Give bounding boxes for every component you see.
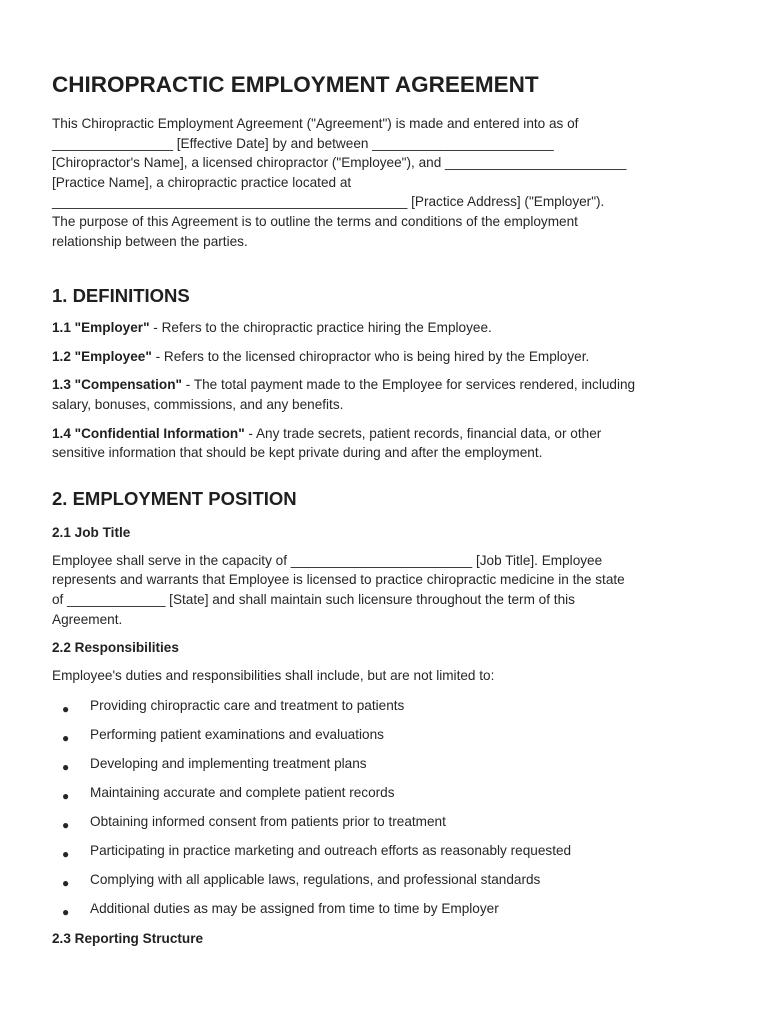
intro-line: This Chiropractic Employment Agreement ("Agreement") is made and entered into as of (52, 116, 579, 131)
definition-item (52, 375, 722, 414)
paragraph-line: Employee shall serve in the capacity of ________________________ [Job Title]. Employee (52, 552, 603, 568)
definition-text: - The total payment made to the Employee for services rendered, including (181, 377, 636, 393)
section-heading-definitions: 1. DEFINITIONS (52, 285, 190, 307)
list-item (52, 870, 722, 899)
list-item (52, 899, 722, 928)
definition-text: - Refers to the licensed chiropractor who is being hired by the Employer. (151, 348, 590, 364)
list-item-text: Maintaining accurate and complete patient records (90, 784, 395, 800)
definition-term: 1.2 "Employee" (52, 348, 152, 364)
definition-item (52, 347, 722, 367)
definition-term: 1.1 "Employer" (52, 320, 150, 336)
intro-line: relationship between the parties. (52, 233, 248, 249)
definitions-list (52, 318, 722, 463)
list-item (52, 696, 722, 725)
intro-paragraph (52, 114, 722, 251)
responsibilities-lead: Employee's duties and responsibilities shall include, but are not limited to: (52, 668, 495, 684)
bullet-icon: ● (62, 788, 70, 803)
intro-line: [Practice Name], a chiropractic practice located at (52, 174, 352, 190)
intro-line: ________________ [Effective Date] by and between ________________________ (52, 135, 554, 151)
list-item-text: Performing patient examinations and evaluations (90, 726, 384, 742)
list-item (52, 841, 722, 870)
subsection-heading-reporting-structure: 2.3 Reporting Structure (52, 930, 204, 946)
intro-line: _______________________________________________ [Practice Address] ("Employer"). (52, 194, 605, 210)
list-item (52, 754, 722, 783)
bullet-icon: ● (62, 904, 70, 919)
list-item-text: Additional duties as may be assigned from time to time by Employer (90, 900, 499, 916)
paragraph-line: represents and warrants that Employee is licensed to practice chiropractic medicine in the state (52, 572, 625, 588)
list-item-text: Participating in practice marketing and outreach efforts as reasonably requested (90, 842, 572, 858)
paragraph-line: of _____________ [State] and shall maintain such licensure throughout the term of this (52, 591, 575, 607)
section-heading-employment-position: 2. EMPLOYMENT POSITION (52, 487, 297, 509)
paragraph-line: Agreement. (52, 611, 123, 627)
responsibilities-list (52, 696, 722, 928)
definition-term: 1.3 "Compensation" (52, 377, 182, 393)
definition-term: 1.4 "Confidential Information" (52, 425, 245, 441)
subsection-heading-responsibilities: 2.2 Responsibilities (52, 640, 179, 656)
intro-line: The purpose of this Agreement is to outline the terms and conditions of the employment (52, 213, 578, 229)
definition-item (52, 424, 722, 463)
list-item-text: Developing and implementing treatment plans (90, 755, 367, 771)
list-item-text: Providing chiropractic care and treatment to patients (90, 697, 405, 713)
list-item (52, 783, 722, 812)
bullet-icon: ● (62, 875, 70, 890)
document-title: CHIROPRACTIC EMPLOYMENT AGREEMENT (52, 72, 539, 97)
intro-line: [Chiropractor's Name], a licensed chiropractor ("Employee"), and ________________________ (52, 155, 627, 171)
document-page (52, 70, 722, 948)
bullet-icon: ● (62, 701, 70, 716)
bullet-icon: ● (62, 817, 70, 832)
subsection-heading-job-title: 2.1 Job Title (52, 524, 131, 540)
list-item (52, 812, 722, 841)
bullet-icon: ● (62, 846, 70, 861)
definition-text: - Refers to the chiropractic practice hiring the Employee. (149, 320, 492, 336)
list-item-text: Complying with all applicable laws, regulations, and professional standards (90, 871, 541, 887)
list-item (52, 725, 722, 754)
bullet-icon: ● (62, 730, 70, 745)
list-item-text: Obtaining informed consent from patients prior to treatment (90, 813, 446, 829)
definition-text: salary, bonuses, commissions, and any benefits. (52, 396, 344, 412)
definition-item (52, 318, 722, 338)
job-title-paragraph (52, 551, 722, 629)
bullet-icon: ● (62, 759, 70, 774)
definition-text: - Any trade secrets, patient records, financial data, or other (244, 425, 602, 441)
definition-text: sensitive information that should be kept private during and after the employment. (52, 445, 543, 461)
